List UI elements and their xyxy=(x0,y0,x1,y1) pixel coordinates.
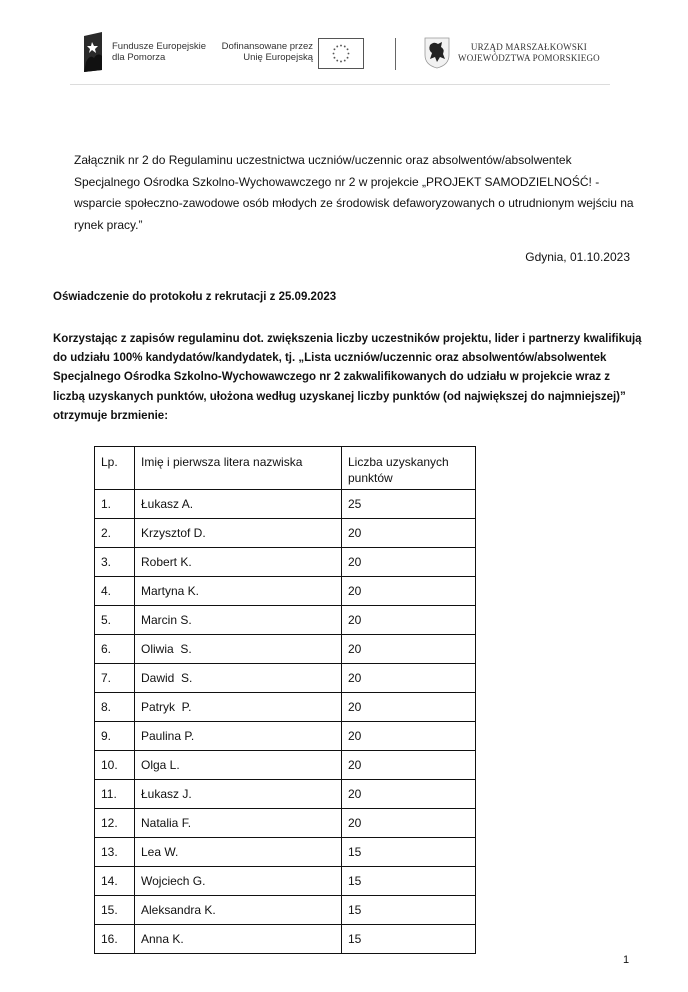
city-date: Gdynia, 01.10.2023 xyxy=(525,250,630,264)
table-row xyxy=(95,838,476,867)
funds-europe-line2: dla Pomorza xyxy=(112,52,166,63)
cell-points: 15 xyxy=(342,838,476,867)
cell-name: Marcin S. xyxy=(135,606,342,635)
cell-name: Patryk P. xyxy=(135,693,342,722)
cell-lp: 5. xyxy=(95,606,135,635)
office-line1: URZĄD MARSZAŁKOWSKI xyxy=(470,42,587,52)
table-row xyxy=(95,635,476,664)
cell-points: 20 xyxy=(342,780,476,809)
cell-name: Olga L. xyxy=(135,751,342,780)
cell-points: 20 xyxy=(342,548,476,577)
cell-name: Łukasz A. xyxy=(135,490,342,519)
eu-text-line2: Unię Europejską xyxy=(243,52,313,63)
cell-lp: 14. xyxy=(95,867,135,896)
attachment-intro: Załącznik nr 2 do Regulaminu uczestnictwa uczniów/uczennic oraz absolwentów/absolwentek Specjalnego Ośrodka Szkolno-Wychowawczego nr 2 w projekcie „PROJEKT SAMODZIELNOŚĆ! - wsparcie społeczno-zawodowe osób młodych ze środowisk defaworyzowanych o utrudnionym wejściu na rynek pracy.” xyxy=(74,153,634,232)
cell-lp: 15. xyxy=(95,896,135,925)
cell-name: Łukasz J. xyxy=(135,780,342,809)
cell-name: Oliwia S. xyxy=(135,635,342,664)
table-row xyxy=(95,896,476,925)
document-header xyxy=(70,28,610,76)
marshal-office-text xyxy=(458,42,600,64)
cell-points: 15 xyxy=(342,925,476,954)
cell-points: 20 xyxy=(342,751,476,780)
table-row xyxy=(95,606,476,635)
cell-lp: 12. xyxy=(95,809,135,838)
table-row xyxy=(95,751,476,780)
cell-points: 20 xyxy=(342,722,476,751)
cell-name: Natalia F. xyxy=(135,809,342,838)
eu-text-line1: Dofinansowane przez xyxy=(221,41,313,52)
cell-name: Robert K. xyxy=(135,548,342,577)
eu-flag-icon xyxy=(318,38,364,69)
header-lp: Lp. xyxy=(95,447,135,490)
funds-europe-logo-icon xyxy=(82,32,104,72)
header-divider xyxy=(395,38,396,70)
cell-lp: 16. xyxy=(95,925,135,954)
table-row xyxy=(95,577,476,606)
table-row xyxy=(95,867,476,896)
cell-points: 15 xyxy=(342,867,476,896)
cell-lp: 11. xyxy=(95,780,135,809)
cell-lp: 1. xyxy=(95,490,135,519)
cell-lp: 10. xyxy=(95,751,135,780)
table-row xyxy=(95,490,476,519)
table-row xyxy=(95,780,476,809)
cell-name: Anna K. xyxy=(135,925,342,954)
table-header-row xyxy=(95,447,476,490)
office-line2: WOJEWÓDZTWA POMORSKIEGO xyxy=(458,53,600,63)
cell-name: Paulina P. xyxy=(135,722,342,751)
cell-points: 20 xyxy=(342,809,476,838)
cell-points: 20 xyxy=(342,635,476,664)
header-points: Liczba uzyskanych punktów xyxy=(342,447,476,490)
cell-lp: 8. xyxy=(95,693,135,722)
cell-lp: 2. xyxy=(95,519,135,548)
results-table xyxy=(94,446,476,954)
table-row xyxy=(95,925,476,954)
cell-points: 20 xyxy=(342,693,476,722)
cell-lp: 13. xyxy=(95,838,135,867)
cell-points: 20 xyxy=(342,577,476,606)
cell-lp: 3. xyxy=(95,548,135,577)
table-row xyxy=(95,722,476,751)
cell-points: 20 xyxy=(342,606,476,635)
cell-name: Lea W. xyxy=(135,838,342,867)
cell-name: Martyna K. xyxy=(135,577,342,606)
cell-points: 20 xyxy=(342,664,476,693)
statement-body: Korzystając z zapisów regulaminu dot. zwiększenia liczby uczestników projektu, lider i partnerzy kwalifikują do udziału 100% kandydatów/kandydatek, tj. „Lista uczniów/uczennic oraz absolwentów/absolwentek Specjalnego Ośrodka Szkolno-Wychowawczego nr 2 zakwalifikowanych do udziału w projekcie wraz z liczbą uzyskanych punktów, ułożona według uzyskanej liczby punktów (od największej do najmniejszej)” otrzymuje brzmienie: xyxy=(53,333,642,422)
cell-lp: 4. xyxy=(95,577,135,606)
cell-name: Dawid S. xyxy=(135,664,342,693)
cell-lp: 7. xyxy=(95,664,135,693)
cell-points: 20 xyxy=(342,519,476,548)
page-number: 1 xyxy=(623,954,630,966)
table-row xyxy=(95,693,476,722)
table-row xyxy=(95,809,476,838)
funds-europe-text xyxy=(112,41,206,63)
header-name: Imię i pierwsza litera nazwiska xyxy=(135,447,342,490)
cell-name: Krzysztof D. xyxy=(135,519,342,548)
statement-title: Oświadczenie do protokołu z rekrutacji z 25.09.2023 xyxy=(53,291,337,303)
funds-europe-line1: Fundusze Europejskie xyxy=(112,41,206,52)
table-row xyxy=(95,664,476,693)
cell-lp: 6. xyxy=(95,635,135,664)
pomorskie-crest-icon xyxy=(424,37,450,69)
cell-name: Wojciech G. xyxy=(135,867,342,896)
cell-name: Aleksandra K. xyxy=(135,896,342,925)
eu-cofinanced-text xyxy=(218,41,313,63)
table-row xyxy=(95,548,476,577)
cell-points: 15 xyxy=(342,896,476,925)
table-row xyxy=(95,519,476,548)
cell-lp: 9. xyxy=(95,722,135,751)
cell-points: 25 xyxy=(342,490,476,519)
header-separator xyxy=(70,84,610,85)
